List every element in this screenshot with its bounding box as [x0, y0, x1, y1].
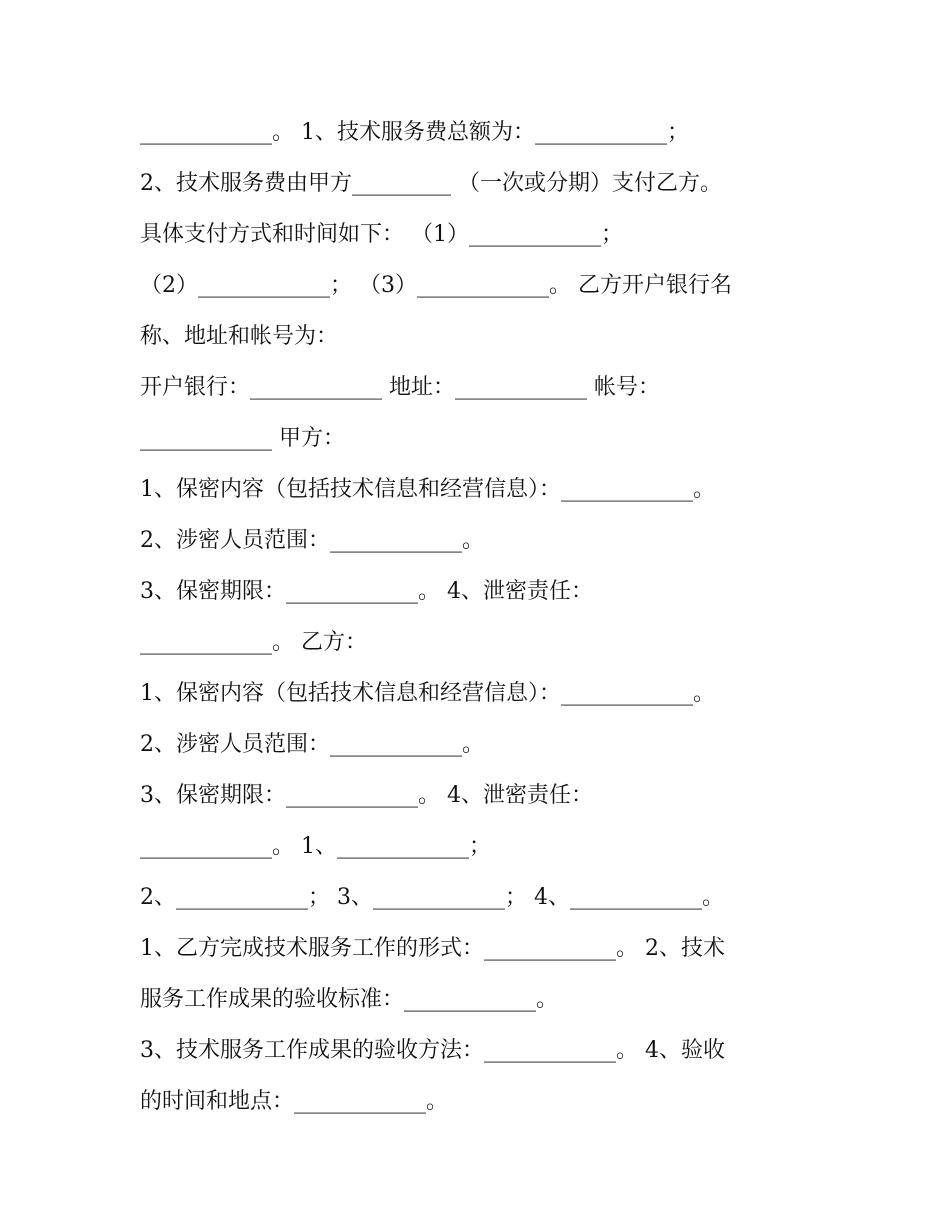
text-line: ____________。 乙方： — [140, 630, 367, 655]
text-line: 2、技术服务费由甲方_________ （一次或分期）支付乙方。 — [140, 171, 722, 196]
text-line: 1、保密内容（包括技术信息和经营信息）：____________。 — [140, 681, 715, 706]
text-line: 3、保密期限：____________。 4、泄密责任： — [140, 579, 593, 604]
text-line: 3、保密期限：____________。 4、泄密责任： — [140, 783, 593, 808]
text-line: 称、地址和帐号为： — [140, 324, 339, 349]
text-line: 服务工作成果的验收标准：____________。 — [140, 987, 559, 1012]
text-line: 2、涉密人员范围：____________。 — [140, 528, 484, 553]
text-line: 开户银行：____________ 地址：____________ 帐号： — [140, 375, 660, 400]
text-line: （2）____________； （3）____________。 乙方开户银行名 — [140, 273, 732, 298]
text-line: 3、技术服务工作成果的验收方法：____________。 4、验收 — [140, 1038, 725, 1063]
text-line: 2、____________； 3、____________； 4、____________。 — [140, 885, 724, 910]
text-line: ____________。 1、____________； — [140, 834, 491, 859]
text-line: 具体支付方式和时间如下： （1）____________； — [140, 222, 623, 247]
text-line: 1、乙方完成技术服务工作的形式：____________。 2、技术 — [140, 936, 725, 961]
document-body — [140, 107, 800, 1127]
text-line: 2、涉密人员范围：____________。 — [140, 732, 484, 757]
text-line: 的时间和地点：____________。 — [140, 1089, 449, 1114]
text-line: ____________。 1、技术服务费总额为：____________； — [140, 120, 689, 145]
text-line: 1、保密内容（包括技术信息和经营信息）：____________。 — [140, 477, 715, 502]
text-line: ____________ 甲方： — [140, 426, 345, 451]
